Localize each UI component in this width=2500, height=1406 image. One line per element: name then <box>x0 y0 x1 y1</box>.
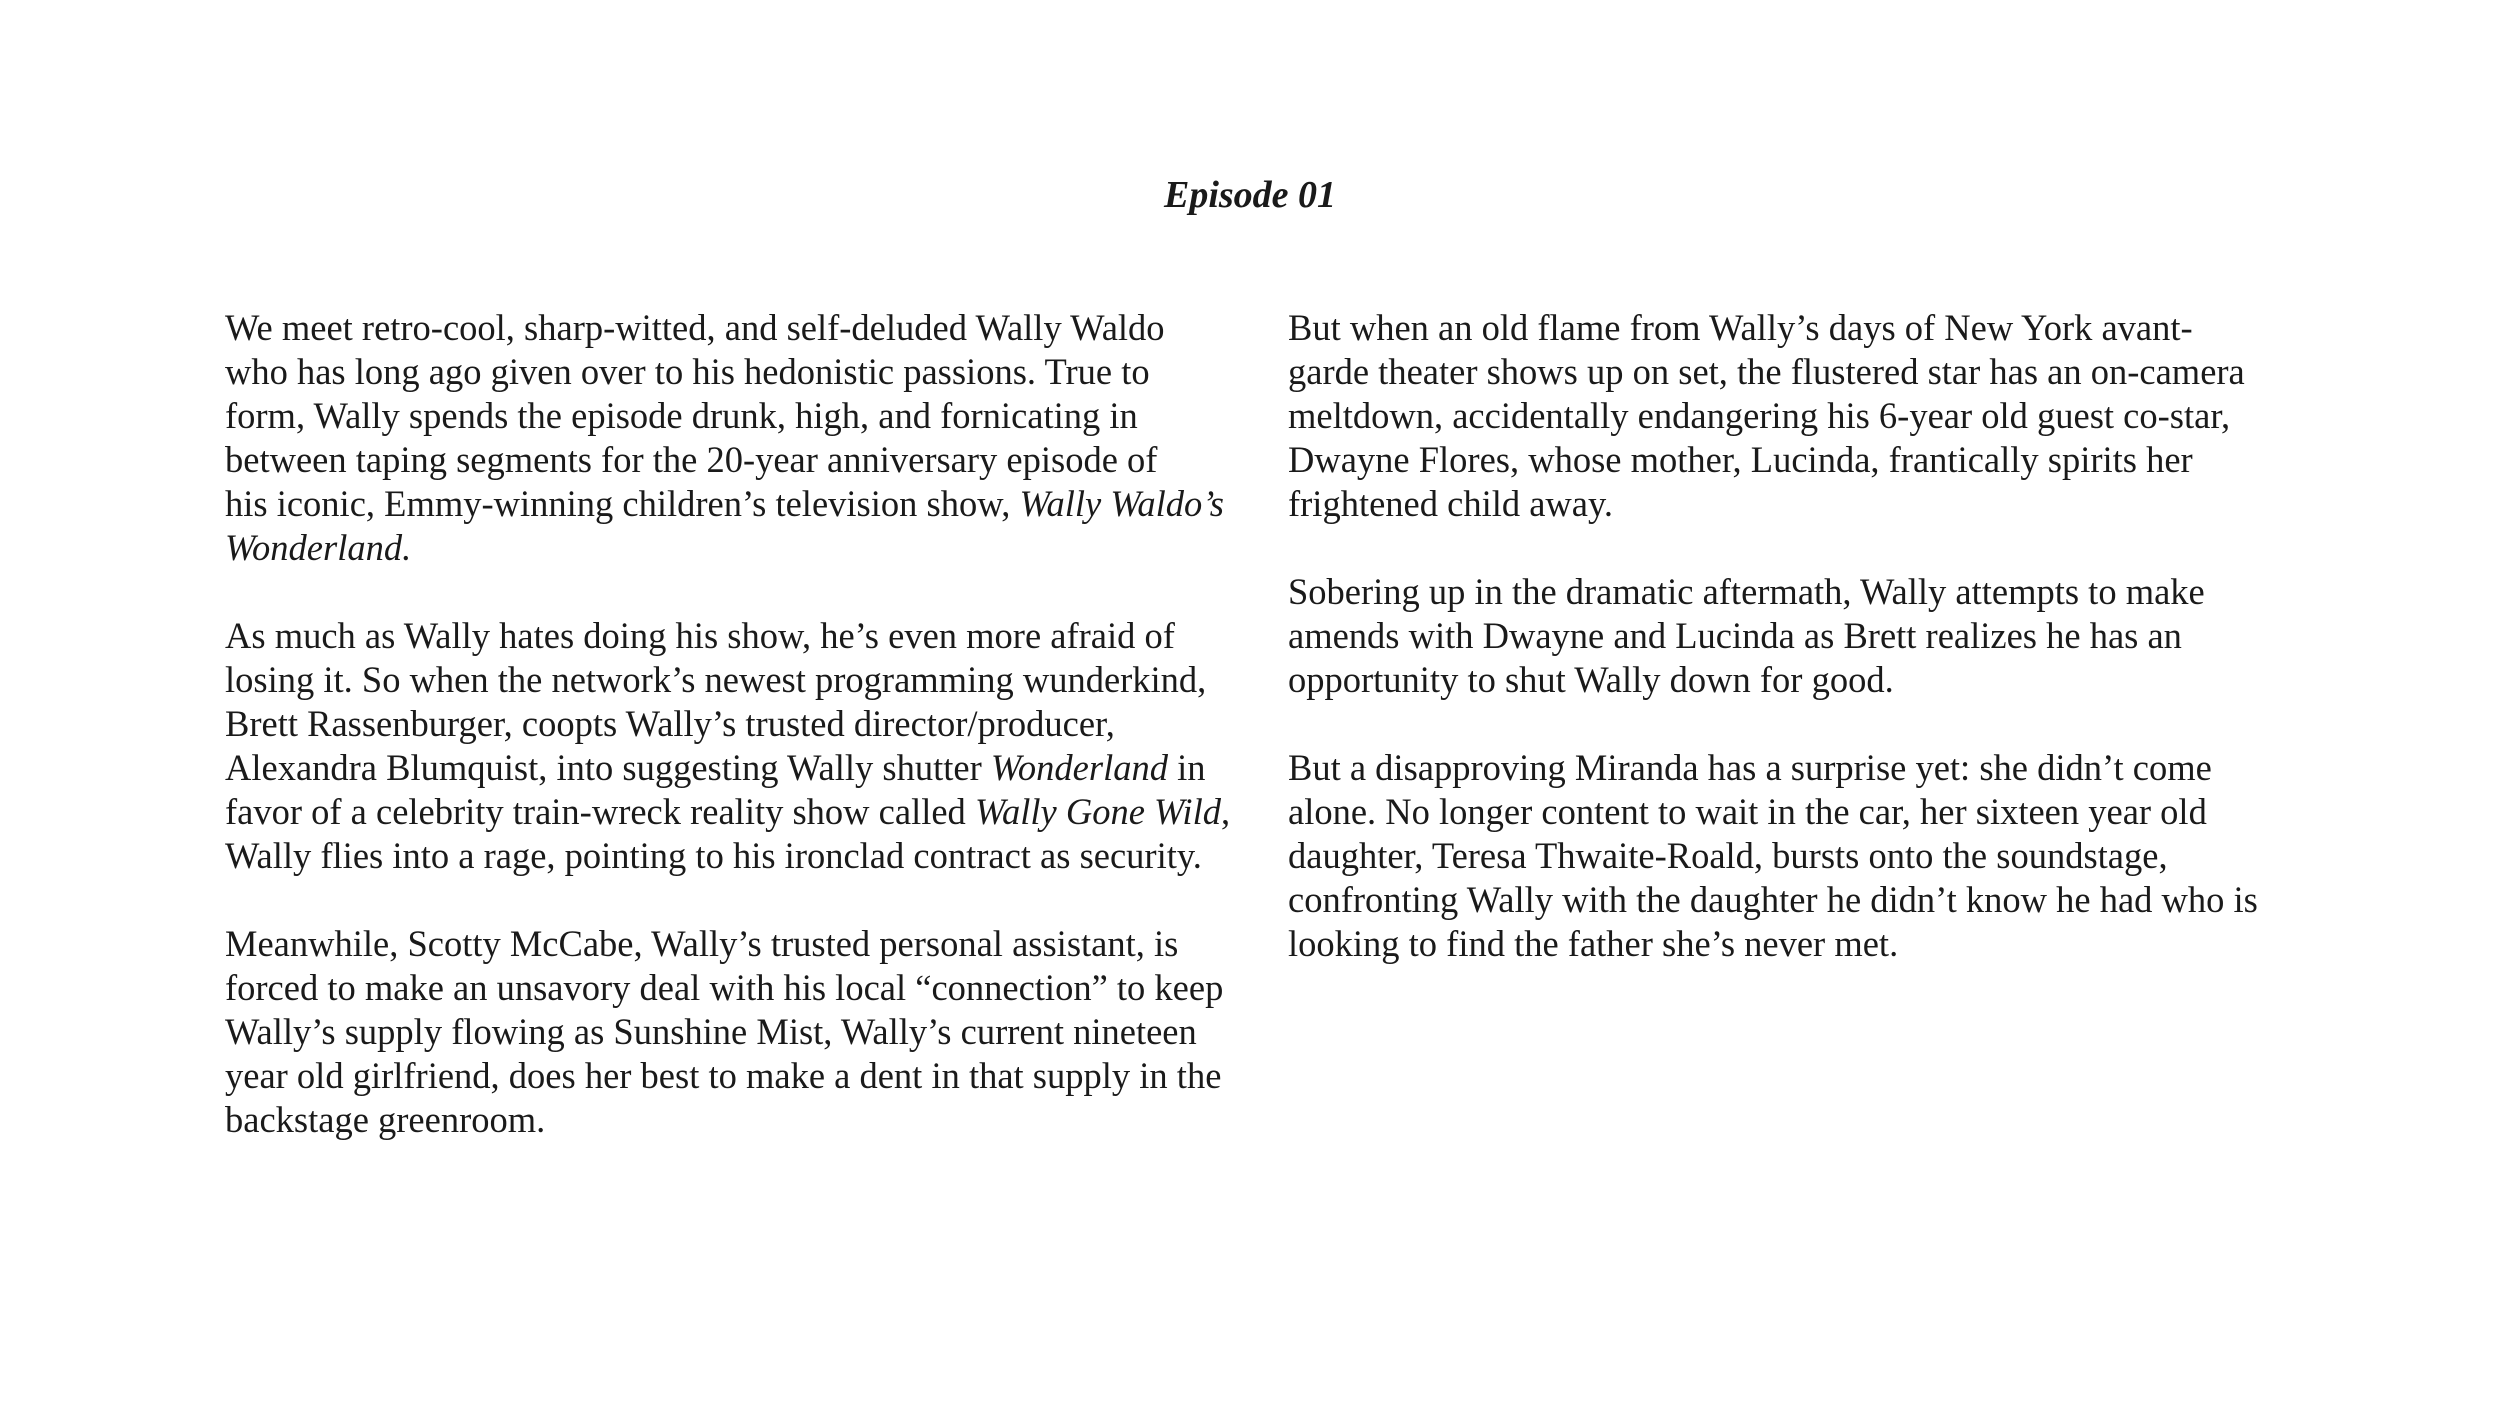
paragraph-aftermath <box>1288 570 2288 702</box>
text-line: form, Wally spends the episode drunk, high, and fornicating in <box>225 395 1138 436</box>
paragraph-intro <box>225 306 1235 570</box>
text-line: who has long ago given over to his hedonistic passions. True to <box>225 351 1150 392</box>
show-title-italic: Wally Waldo’s <box>1019 483 1224 524</box>
show-title-italic: Wonderland. <box>225 527 412 568</box>
text-line: Wally flies into a rage, pointing to his ironclad contract as security. <box>225 835 1202 876</box>
text-line: Dwayne Flores, whose mother, Lucinda, frantically spirits her <box>1288 439 2193 480</box>
right-column <box>1288 306 2288 966</box>
text-line: Brett Rassenburger, coopts Wally’s trusted director/producer, <box>225 703 1115 744</box>
text-line: As much as Wally hates doing his show, he’s even more afraid of <box>225 615 1175 656</box>
text-line: Meanwhile, Scotty McCabe, Wally’s trusted personal assistant, is <box>225 923 1179 964</box>
text-fragment: , <box>1220 791 1231 832</box>
paragraph-network <box>225 614 1235 878</box>
left-column <box>225 306 1235 1142</box>
text-line: We meet retro-cool, sharp-witted, and self-deluded Wally Waldo <box>225 307 1165 348</box>
paragraph-surprise <box>1288 746 2288 966</box>
text-line <box>225 746 1235 790</box>
text-line: looking to find the father she’s never met. <box>1288 923 1899 964</box>
episode-title: Episode 01 <box>1163 174 1337 216</box>
text-line: confronting Wally with the daughter he didn’t know he had who is <box>1288 879 2258 920</box>
text-line <box>225 526 1235 570</box>
text-fragment: in <box>1167 747 1206 788</box>
text-line: But when an old flame from Wally’s days of New York avant- <box>1288 307 2193 348</box>
text-line: But a disapproving Miranda has a surprise yet: she didn’t come <box>1288 747 2212 788</box>
text-line: between taping segments for the 20-year anniversary episode of <box>225 439 1158 480</box>
text-line: backstage greenroom. <box>225 1099 546 1140</box>
text-line: garde theater shows up on set, the flustered star has an on-camera <box>1288 351 2245 392</box>
text-line <box>225 482 1235 526</box>
text-line: opportunity to shut Wally down for good. <box>1288 659 1894 700</box>
text-line: Sobering up in the dramatic aftermath, Wally attempts to make <box>1288 571 2205 612</box>
text-line: amends with Dwayne and Lucinda as Brett realizes he has an <box>1288 615 2182 656</box>
text-line: meltdown, accidentally endangering his 6-year old guest co-star, <box>1288 395 2231 436</box>
show-title-italic: Wally Gone Wild <box>974 791 1221 832</box>
show-title-italic: Wonderland <box>990 747 1168 788</box>
text-line: forced to make an unsavory deal with his local “connection” to keep <box>225 967 1224 1008</box>
text-fragment: favor of a celebrity train-wreck reality show called <box>225 791 975 832</box>
text-line: losing it. So when the network’s newest programming wunderkind, <box>225 659 1207 700</box>
text-fragment: Alexandra Blumquist, into suggesting Wally shutter <box>225 747 991 788</box>
text-fragment: his iconic, Emmy-winning children’s television show, <box>225 483 1020 524</box>
text-line: daughter, Teresa Thwaite-Roald, bursts onto the soundstage, <box>1288 835 2168 876</box>
paragraph-old-flame <box>1288 306 2288 526</box>
text-line: Wally’s supply flowing as Sunshine Mist, Wally’s current nineteen <box>225 1011 1197 1052</box>
text-line: alone. No longer content to wait in the car, her sixteen year old <box>1288 791 2207 832</box>
text-line <box>225 790 1235 834</box>
text-line: year old girlfriend, does her best to make a dent in that supply in the <box>225 1055 1222 1096</box>
paragraph-assistant <box>225 922 1235 1142</box>
text-line: frightened child away. <box>1288 483 1613 524</box>
